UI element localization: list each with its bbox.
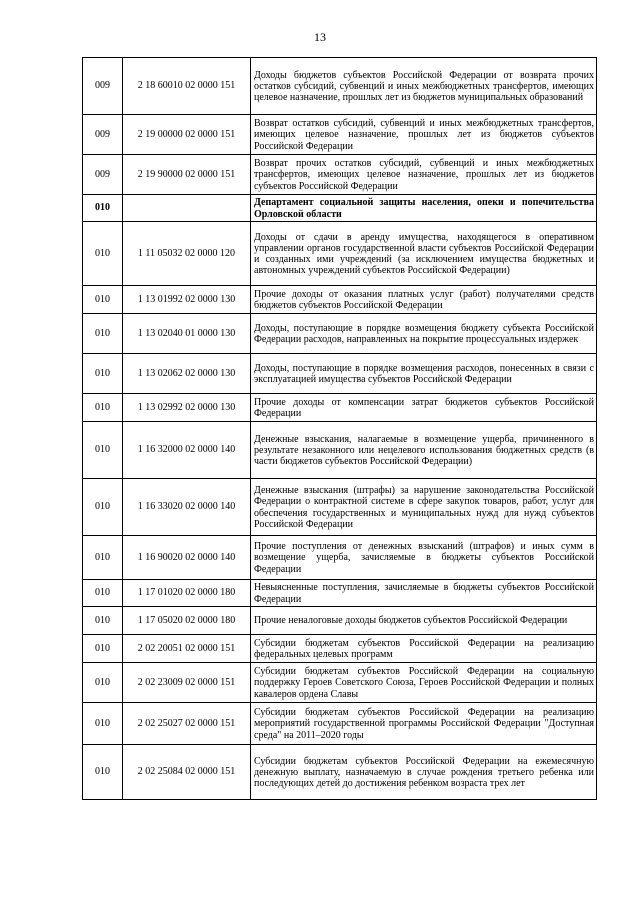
table-row — [83, 745, 597, 800]
table-row — [83, 663, 597, 703]
classification-code-cell: 1 17 05020 02 0000 180 — [123, 607, 251, 635]
admin-code-cell: 010 — [83, 479, 123, 536]
classification-code-cell: 1 16 90020 02 0000 140 — [123, 536, 251, 580]
classification-code-cell: 1 13 02062 02 0000 130 — [123, 354, 251, 394]
classification-code-cell — [123, 195, 251, 222]
classification-code-cell: 2 19 00000 02 0000 151 — [123, 115, 251, 155]
table-row — [83, 580, 597, 607]
revenue-name-cell: Прочие доходы от оказания платных услуг (работ) получателями средств бюджетов субъектов Российской Федерации — [251, 286, 597, 314]
admin-code-cell: 010 — [83, 580, 123, 607]
table-row — [83, 115, 597, 155]
revenue-name-cell: Прочие поступления от денежных взысканий (штрафов) и иных сумм в возмещение ущерба, зачисляемые в бюджеты субъектов Российской Федерации — [251, 536, 597, 580]
revenue-name-cell: Прочие неналоговые доходы бюджетов субъектов Российской Федерации — [251, 607, 597, 635]
revenue-name-cell: Доходы от сдачи в аренду имущества, находящегося в оперативном управлении органов государственной власти субъектов Российской Федерации и созданных ими учреждений (за исключением имущества бюджетных и автономных учреждений субъектов Российской Федерации) — [251, 222, 597, 286]
admin-code-cell: 010 — [83, 745, 123, 800]
revenue-name-cell: Возврат остатков субсидий, субвенций и иных межбюджетных трансфертов, имеющих целевое назначение, прошлых лет из бюджетов субъектов Российской Федерации — [251, 115, 597, 155]
admin-code-cell: 010 — [83, 314, 123, 354]
table-row — [83, 422, 597, 479]
classification-code-cell: 2 02 20051 02 0000 151 — [123, 635, 251, 663]
classification-code-cell: 1 13 02040 01 0000 130 — [123, 314, 251, 354]
admin-code-cell: 010 — [83, 394, 123, 422]
revenue-name-cell: Субсидии бюджетам субъектов Российской Федерации на ежемесячную денежную выплату, назначаемую в случае рождения третьего ребенка или последующих детей до достижения ребенком возраста трех лет — [251, 745, 597, 800]
revenue-name-cell: Субсидии бюджетам субъектов Российской Федерации на социальную поддержку Героев Советского Союза, Героев Российской Федерации и полных кавалеров ордена Славы — [251, 663, 597, 703]
classification-code-cell: 1 16 32000 02 0000 140 — [123, 422, 251, 479]
table-row — [83, 703, 597, 745]
revenue-name-cell: Доходы бюджетов субъектов Российской Федерации от возврата прочих остатков субсидий, субвенций и иных межбюджетных трансфертов, имеющих целевое назначение, прошлых лет из бюджетов муниципальных образований — [251, 58, 597, 115]
department-name-cell: Департамент социальной защиты населения, опеки и попечительства Орловской области — [251, 195, 597, 222]
revenue-name-cell: Невыясненные поступления, зачисляемые в бюджеты субъектов Российской Федерации — [251, 580, 597, 607]
classification-code-cell: 2 19 90000 02 0000 151 — [123, 155, 251, 195]
classification-code-cell: 1 13 02992 02 0000 130 — [123, 394, 251, 422]
admin-code-cell: 010 — [83, 222, 123, 286]
classification-code-cell: 2 18 60010 02 0000 151 — [123, 58, 251, 115]
classification-code-cell: 2 02 25027 02 0000 151 — [123, 703, 251, 745]
table-row — [83, 479, 597, 536]
admin-code-cell: 010 — [83, 635, 123, 663]
admin-code-cell: 010 — [83, 422, 123, 479]
table-row — [83, 286, 597, 314]
revenue-name-cell: Субсидии бюджетам субъектов Российской Федерации на реализацию мероприятий государственной программы Российской Федерации "Доступная среда" на 2011–2020 годы — [251, 703, 597, 745]
table-row — [83, 222, 597, 286]
page-number: 13 — [314, 30, 326, 44]
admin-code-cell: 009 — [83, 155, 123, 195]
revenue-name-cell: Доходы, поступающие в порядке возмещения бюджету субъекта Российской Федерации расходов, направленных на покрытие процессуальных издержек — [251, 314, 597, 354]
classification-code-cell: 1 11 05032 02 0000 120 — [123, 222, 251, 286]
revenue-name-cell: Доходы, поступающие в порядке возмещения расходов, понесенных в связи с эксплуатацией имущества субъектов Российской Федерации — [251, 354, 597, 394]
department-header-row — [83, 195, 597, 222]
revenue-name-cell: Прочие доходы от компенсации затрат бюджетов субъектов Российской Федерации — [251, 394, 597, 422]
classification-code-cell: 1 16 33020 02 0000 140 — [123, 479, 251, 536]
admin-code-cell: 009 — [83, 58, 123, 115]
admin-code-cell: 010 — [83, 663, 123, 703]
revenue-name-cell: Возврат прочих остатков субсидий, субвенций и иных межбюджетных трансфертов, имеющих целевое назначение, прошлых лет из бюджетов субъектов Российской Федерации — [251, 155, 597, 195]
table-row — [83, 394, 597, 422]
classification-code-cell: 1 13 01992 02 0000 130 — [123, 286, 251, 314]
classification-code-cell: 2 02 25084 02 0000 151 — [123, 745, 251, 800]
table-row — [83, 58, 597, 115]
revenue-name-cell: Денежные взыскания (штрафы) за нарушение законодательства Российской Федерации о контрактной системе в сфере закупок товаров, работ, услуг для обеспечения государственных и муниципальных нужд для нужд субъектов Российской Федерации — [251, 479, 597, 536]
table-row — [83, 314, 597, 354]
admin-code-cell: 010 — [83, 607, 123, 635]
table-row — [83, 607, 597, 635]
admin-code-cell: 010 — [83, 195, 123, 222]
table-row — [83, 354, 597, 394]
revenue-name-cell: Денежные взыскания, налагаемые в возмещение ущерба, причиненного в результате незаконного или нецелевого использования бюджетных средств (в части бюджетов субъектов Российской Федерации) — [251, 422, 597, 479]
table-row — [83, 635, 597, 663]
admin-code-cell: 010 — [83, 286, 123, 314]
admin-code-cell: 010 — [83, 536, 123, 580]
table-row — [83, 536, 597, 580]
table-body — [83, 58, 597, 800]
admin-code-cell: 010 — [83, 703, 123, 745]
revenue-codes-table — [82, 57, 597, 800]
table-row — [83, 155, 597, 195]
admin-code-cell: 009 — [83, 115, 123, 155]
classification-code-cell: 1 17 01020 02 0000 180 — [123, 580, 251, 607]
revenue-name-cell: Субсидии бюджетам субъектов Российской Федерации на реализацию федеральных целевых программ — [251, 635, 597, 663]
classification-code-cell: 2 02 23009 02 0000 151 — [123, 663, 251, 703]
admin-code-cell: 010 — [83, 354, 123, 394]
